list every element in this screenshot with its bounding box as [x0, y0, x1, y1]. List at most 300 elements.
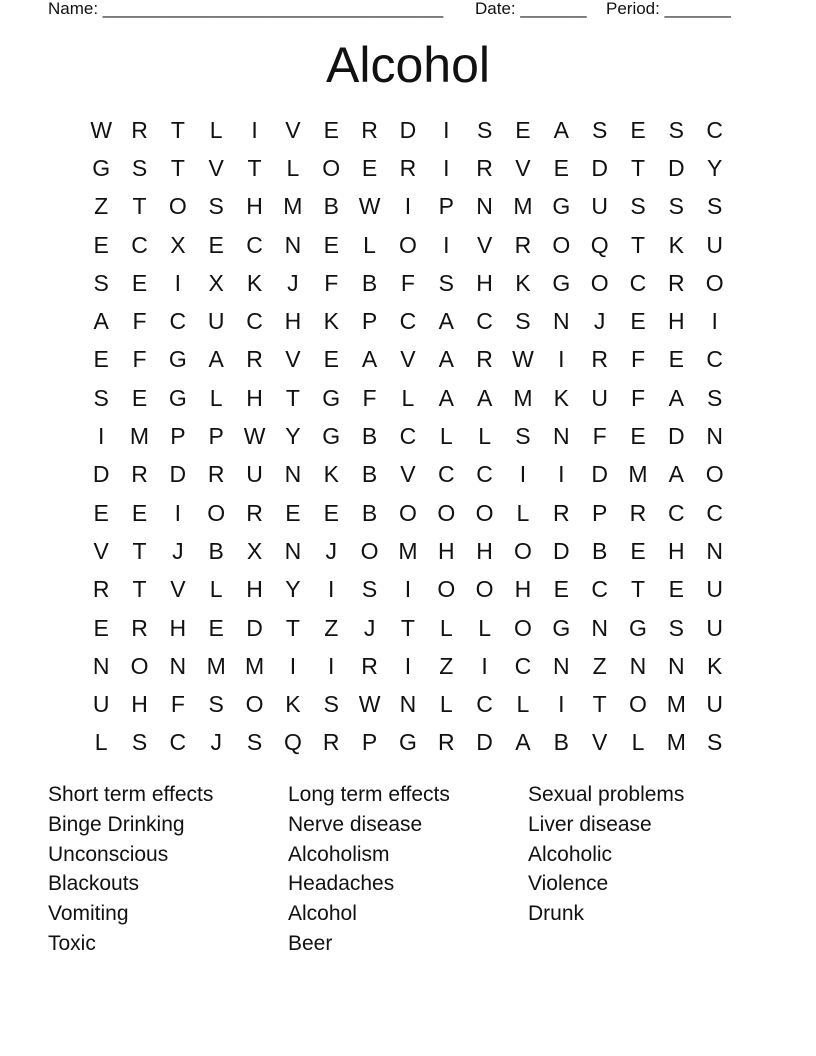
- grid-letter[interactable]: B: [553, 729, 569, 756]
- grid-letter[interactable]: K: [553, 384, 569, 411]
- grid-letter[interactable]: N: [169, 652, 187, 679]
- grid-letter[interactable]: L: [401, 384, 415, 411]
- grid-letter[interactable]: K: [285, 691, 301, 718]
- grid-letter[interactable]: D: [552, 537, 570, 564]
- grid-letter[interactable]: I: [443, 116, 450, 143]
- grid-letter[interactable]: Q: [590, 231, 609, 258]
- grid-letter[interactable]: O: [514, 614, 532, 641]
- grid-letter[interactable]: H: [284, 308, 302, 335]
- grid-letter[interactable]: E: [515, 116, 531, 143]
- grid-letter[interactable]: T: [400, 614, 415, 641]
- grid-letter[interactable]: O: [475, 576, 494, 603]
- grid-letter[interactable]: T: [132, 537, 147, 564]
- grid-letter[interactable]: H: [476, 269, 493, 296]
- grid-letter[interactable]: R: [399, 154, 417, 181]
- grid-letter[interactable]: H: [246, 576, 263, 603]
- grid-letter[interactable]: D: [591, 154, 608, 181]
- grid-letter[interactable]: C: [706, 346, 723, 373]
- grid-letter[interactable]: Y: [707, 154, 723, 181]
- grid-letter[interactable]: B: [361, 461, 378, 488]
- grid-letter[interactable]: H: [437, 537, 455, 564]
- grid-letter[interactable]: Z: [324, 614, 339, 641]
- grid-letter[interactable]: W: [90, 116, 113, 143]
- worksheet-header: [48, 0, 748, 20]
- grid-letter[interactable]: A: [668, 384, 684, 411]
- grid-letter[interactable]: E: [285, 499, 301, 526]
- date-field[interactable]: Date: _______: [475, 0, 587, 18]
- grid-letter[interactable]: S: [668, 193, 684, 220]
- grid-letter[interactable]: I: [404, 576, 412, 603]
- grid-letter[interactable]: M: [244, 652, 265, 679]
- grid-letter[interactable]: U: [706, 231, 723, 258]
- grid-letter[interactable]: F: [592, 423, 607, 450]
- grid-letter[interactable]: S: [361, 576, 378, 603]
- grid-letter[interactable]: C: [476, 691, 493, 718]
- grid-letter[interactable]: R: [552, 499, 570, 526]
- grid-letter[interactable]: V: [285, 346, 301, 373]
- grid-letter[interactable]: I: [97, 423, 105, 450]
- grid-letter[interactable]: G: [398, 729, 417, 756]
- grid-letter[interactable]: S: [93, 269, 109, 296]
- grid-letter[interactable]: H: [476, 537, 493, 564]
- grid-letter[interactable]: L: [363, 231, 376, 258]
- grid-letter[interactable]: X: [246, 537, 263, 564]
- grid-letter[interactable]: O: [475, 499, 494, 526]
- grid-letter[interactable]: V: [400, 346, 416, 373]
- grid-letter[interactable]: E: [323, 346, 339, 373]
- grid-letter[interactable]: P: [208, 423, 224, 450]
- grid-letter[interactable]: S: [707, 729, 723, 756]
- grid-letter[interactable]: T: [132, 576, 147, 603]
- grid-letter[interactable]: S: [668, 116, 684, 143]
- grid-letter[interactable]: S: [131, 154, 148, 181]
- grid-letter[interactable]: O: [398, 231, 417, 258]
- word-list-item: Alcohol: [288, 902, 357, 926]
- grid-letter[interactable]: U: [207, 308, 225, 335]
- grid-letter[interactable]: B: [361, 499, 378, 526]
- grid-letter[interactable]: L: [478, 423, 491, 450]
- grid-letter[interactable]: E: [553, 154, 569, 181]
- grid-letter[interactable]: T: [630, 231, 646, 258]
- grid-letter[interactable]: I: [711, 308, 718, 335]
- grid-letter[interactable]: K: [323, 461, 339, 488]
- grid-letter[interactable]: E: [323, 231, 339, 258]
- grid-letter[interactable]: I: [481, 652, 488, 679]
- grid-letter[interactable]: N: [706, 423, 723, 450]
- grid-letter[interactable]: C: [514, 652, 532, 679]
- grid-letter[interactable]: I: [443, 154, 450, 181]
- grid-letter[interactable]: C: [629, 269, 647, 296]
- grid-letter[interactable]: S: [131, 729, 148, 756]
- grid-letter[interactable]: N: [629, 652, 647, 679]
- grid-letter[interactable]: K: [668, 231, 684, 258]
- grid-letter[interactable]: C: [246, 231, 263, 258]
- grid-letter[interactable]: V: [400, 461, 416, 488]
- grid-letter[interactable]: N: [284, 461, 302, 488]
- grid-letter[interactable]: H: [246, 193, 263, 220]
- grid-letter[interactable]: P: [361, 308, 378, 335]
- grid-letter[interactable]: B: [323, 193, 339, 220]
- grid-letter[interactable]: A: [438, 384, 454, 411]
- grid-letter[interactable]: M: [666, 691, 686, 718]
- grid-letter[interactable]: D: [476, 729, 493, 756]
- grid-letter[interactable]: T: [170, 154, 185, 181]
- grid-letter[interactable]: P: [361, 729, 378, 756]
- grid-letter[interactable]: U: [92, 691, 110, 718]
- grid-letter[interactable]: A: [515, 729, 531, 756]
- grid-letter[interactable]: C: [668, 499, 685, 526]
- grid-letter[interactable]: R: [246, 346, 263, 373]
- grid-letter[interactable]: O: [207, 499, 226, 526]
- grid-letter[interactable]: B: [208, 537, 224, 564]
- grid-letter[interactable]: X: [170, 231, 186, 258]
- grid-letter[interactable]: I: [328, 576, 335, 603]
- grid-letter[interactable]: I: [404, 652, 412, 679]
- grid-letter[interactable]: J: [363, 614, 376, 641]
- grid-letter[interactable]: R: [437, 729, 455, 756]
- grid-letter[interactable]: R: [514, 231, 532, 258]
- grid-letter[interactable]: P: [438, 193, 454, 220]
- grid-letter[interactable]: R: [322, 729, 340, 756]
- grid-letter[interactable]: F: [324, 269, 339, 296]
- period-field[interactable]: Period: _______: [606, 0, 731, 18]
- grid-letter[interactable]: R: [131, 461, 148, 488]
- grid-letter[interactable]: I: [519, 461, 527, 488]
- grid-letter[interactable]: I: [558, 346, 565, 373]
- grid-letter[interactable]: M: [129, 423, 150, 450]
- grid-letter[interactable]: S: [591, 116, 608, 143]
- grid-letter[interactable]: D: [591, 461, 608, 488]
- grid-letter[interactable]: N: [399, 691, 417, 718]
- grid-letter[interactable]: T: [630, 154, 646, 181]
- grid-letter[interactable]: N: [552, 652, 570, 679]
- grid-letter[interactable]: B: [361, 423, 378, 450]
- grid-letter[interactable]: N: [668, 652, 685, 679]
- grid-letter[interactable]: G: [92, 154, 111, 181]
- grid-letter[interactable]: V: [208, 154, 224, 181]
- grid-letter[interactable]: O: [705, 269, 724, 296]
- grid-letter[interactable]: N: [92, 652, 110, 679]
- grid-letter[interactable]: S: [323, 691, 339, 718]
- grid-letter[interactable]: E: [553, 576, 569, 603]
- grid-letter[interactable]: O: [552, 231, 571, 258]
- grid-letter[interactable]: S: [208, 691, 224, 718]
- grid-letter[interactable]: I: [328, 652, 335, 679]
- grid-letter[interactable]: C: [169, 729, 187, 756]
- grid-letter[interactable]: R: [629, 499, 647, 526]
- grid-letter[interactable]: V: [476, 231, 493, 258]
- grid-letter[interactable]: H: [668, 537, 685, 564]
- grid-letter[interactable]: E: [668, 576, 684, 603]
- grid-letter[interactable]: G: [322, 423, 341, 450]
- grid-letter[interactable]: F: [400, 269, 415, 296]
- grid-letter[interactable]: H: [668, 308, 685, 335]
- grid-letter[interactable]: Z: [592, 652, 607, 679]
- grid-letter[interactable]: R: [476, 154, 493, 181]
- grid-letter[interactable]: E: [630, 537, 646, 564]
- grid-letter[interactable]: O: [130, 652, 149, 679]
- grid-letter[interactable]: E: [323, 499, 339, 526]
- word-search-grid: [82, 111, 734, 762]
- grid-letter[interactable]: G: [322, 384, 341, 411]
- grid-letter[interactable]: T: [592, 691, 607, 718]
- grid-letter[interactable]: R: [476, 346, 493, 373]
- grid-letter[interactable]: D: [246, 614, 263, 641]
- grid-letter[interactable]: E: [323, 116, 339, 143]
- grid-letter[interactable]: B: [361, 269, 378, 296]
- grid-letter[interactable]: E: [93, 231, 109, 258]
- grid-letter[interactable]: A: [208, 346, 224, 373]
- grid-letter[interactable]: K: [515, 269, 531, 296]
- grid-letter[interactable]: H: [169, 614, 187, 641]
- grid-letter[interactable]: W: [512, 346, 534, 373]
- grid-letter[interactable]: D: [92, 461, 110, 488]
- word-list-item: Blackouts: [48, 872, 140, 896]
- grid-letter[interactable]: O: [705, 461, 724, 488]
- grid-letter[interactable]: I: [251, 116, 258, 143]
- grid-letter[interactable]: O: [168, 193, 187, 220]
- grid-letter[interactable]: E: [131, 384, 148, 411]
- grid-letter[interactable]: T: [132, 193, 147, 220]
- grid-letter[interactable]: J: [593, 308, 606, 335]
- grid-letter[interactable]: S: [630, 193, 646, 220]
- grid-letter[interactable]: O: [437, 499, 456, 526]
- grid-letter[interactable]: E: [208, 614, 224, 641]
- grid-letter[interactable]: K: [707, 652, 723, 679]
- grid-letter[interactable]: E: [93, 346, 109, 373]
- name-field[interactable]: Name: ____________________________________: [48, 0, 444, 18]
- grid-letter[interactable]: V: [515, 154, 531, 181]
- grid-letter[interactable]: I: [558, 461, 565, 488]
- grid-letter[interactable]: F: [170, 691, 185, 718]
- grid-letter[interactable]: W: [358, 691, 381, 718]
- grid-letter[interactable]: D: [668, 423, 685, 450]
- grid-letter[interactable]: C: [399, 423, 417, 450]
- grid-letter[interactable]: C: [131, 231, 148, 258]
- grid-letter[interactable]: R: [591, 346, 608, 373]
- grid-letter[interactable]: N: [284, 231, 302, 258]
- grid-letter[interactable]: Z: [439, 652, 454, 679]
- grid-letter[interactable]: C: [476, 461, 493, 488]
- grid-letter[interactable]: E: [630, 308, 646, 335]
- grid-letter[interactable]: E: [630, 423, 646, 450]
- grid-letter[interactable]: U: [706, 691, 723, 718]
- grid-letter[interactable]: B: [591, 537, 608, 564]
- page-title: Alcohol: [326, 37, 490, 93]
- grid-letter[interactable]: L: [631, 729, 645, 756]
- grid-letter[interactable]: S: [246, 729, 263, 756]
- grid-letter[interactable]: I: [404, 193, 412, 220]
- grid-letter[interactable]: G: [552, 193, 571, 220]
- grid-letter[interactable]: E: [361, 154, 378, 181]
- grid-letter[interactable]: I: [558, 691, 565, 718]
- grid-letter[interactable]: L: [516, 691, 530, 718]
- grid-letter[interactable]: N: [476, 193, 493, 220]
- grid-letter[interactable]: L: [478, 614, 491, 641]
- grid-letter[interactable]: N: [706, 537, 723, 564]
- grid-letter[interactable]: A: [553, 116, 569, 143]
- grid-letter[interactable]: V: [591, 729, 608, 756]
- grid-letter[interactable]: O: [398, 499, 417, 526]
- grid-letter[interactable]: J: [287, 269, 299, 296]
- grid-letter[interactable]: S: [707, 384, 723, 411]
- grid-letter[interactable]: E: [93, 614, 109, 641]
- grid-letter[interactable]: C: [169, 308, 187, 335]
- grid-letter[interactable]: F: [630, 346, 646, 373]
- grid-letter[interactable]: N: [552, 423, 570, 450]
- grid-letter[interactable]: P: [170, 423, 186, 450]
- grid-letter[interactable]: A: [361, 346, 378, 373]
- grid-letter[interactable]: Q: [283, 729, 302, 756]
- grid-letter[interactable]: V: [285, 116, 301, 143]
- grid-letter[interactable]: I: [289, 652, 297, 679]
- grid-letter[interactable]: C: [399, 308, 417, 335]
- grid-letter[interactable]: G: [168, 346, 187, 373]
- grid-letter[interactable]: J: [172, 537, 184, 564]
- grid-letter[interactable]: L: [286, 154, 300, 181]
- grid-letter[interactable]: U: [706, 576, 723, 603]
- grid-letter[interactable]: O: [322, 154, 341, 181]
- grid-letter[interactable]: N: [284, 537, 302, 564]
- grid-letter[interactable]: M: [513, 193, 533, 220]
- grid-letter[interactable]: M: [628, 461, 648, 488]
- grid-letter[interactable]: F: [362, 384, 377, 411]
- grid-letter[interactable]: P: [591, 499, 608, 526]
- grid-letter[interactable]: S: [476, 116, 493, 143]
- grid-letter[interactable]: E: [131, 499, 148, 526]
- grid-letter[interactable]: H: [131, 691, 148, 718]
- grid-letter[interactable]: I: [443, 231, 450, 258]
- grid-letter[interactable]: W: [243, 423, 266, 450]
- grid-letter[interactable]: K: [323, 308, 339, 335]
- grid-letter[interactable]: L: [439, 691, 453, 718]
- grid-letter[interactable]: D: [169, 461, 187, 488]
- grid-letter[interactable]: I: [174, 269, 182, 296]
- grid-letter[interactable]: C: [476, 308, 493, 335]
- grid-letter[interactable]: S: [208, 193, 224, 220]
- grid-letter[interactable]: O: [360, 537, 379, 564]
- grid-letter[interactable]: O: [514, 537, 532, 564]
- grid-letter[interactable]: T: [285, 614, 300, 641]
- grid-letter[interactable]: D: [668, 154, 685, 181]
- grid-letter[interactable]: U: [591, 193, 608, 220]
- grid-letter[interactable]: R: [246, 499, 263, 526]
- grid-letter[interactable]: R: [207, 461, 225, 488]
- grid-letter[interactable]: C: [246, 308, 263, 335]
- grid-letter[interactable]: F: [630, 384, 646, 411]
- grid-letter[interactable]: T: [247, 154, 262, 181]
- grid-letter[interactable]: T: [285, 384, 300, 411]
- grid-letter[interactable]: A: [93, 308, 109, 335]
- grid-letter[interactable]: L: [439, 423, 453, 450]
- grid-letter[interactable]: E: [131, 269, 148, 296]
- grid-letter[interactable]: R: [668, 269, 685, 296]
- grid-letter[interactable]: A: [476, 384, 493, 411]
- grid-letter[interactable]: L: [439, 614, 453, 641]
- grid-letter[interactable]: M: [513, 384, 533, 411]
- grid-letter[interactable]: S: [515, 308, 531, 335]
- word-list-item: Vomiting: [48, 902, 129, 926]
- grid-letter[interactable]: W: [358, 193, 381, 220]
- grid-letter[interactable]: R: [131, 116, 148, 143]
- grid-letter[interactable]: M: [283, 193, 303, 220]
- grid-letter[interactable]: C: [706, 116, 723, 143]
- grid-letter[interactable]: L: [209, 576, 223, 603]
- grid-letter[interactable]: G: [629, 614, 647, 641]
- grid-letter[interactable]: R: [92, 576, 110, 603]
- grid-letter[interactable]: N: [591, 614, 608, 641]
- grid-letter[interactable]: E: [668, 346, 684, 373]
- grid-letter[interactable]: Y: [285, 576, 301, 603]
- grid-letter[interactable]: S: [707, 193, 723, 220]
- grid-letter[interactable]: V: [170, 576, 186, 603]
- grid-letter[interactable]: A: [668, 461, 684, 488]
- grid-letter[interactable]: U: [591, 384, 608, 411]
- grid-letter[interactable]: R: [131, 614, 148, 641]
- grid-letter[interactable]: C: [591, 576, 608, 603]
- grid-letter[interactable]: G: [552, 614, 571, 641]
- grid-letter[interactable]: H: [246, 384, 263, 411]
- grid-letter[interactable]: L: [516, 499, 530, 526]
- grid-letter[interactable]: J: [210, 729, 222, 756]
- grid-letter[interactable]: S: [668, 614, 684, 641]
- grid-letter[interactable]: V: [93, 537, 109, 564]
- grid-letter[interactable]: M: [398, 537, 418, 564]
- grid-letter[interactable]: L: [209, 384, 223, 411]
- grid-letter[interactable]: I: [174, 499, 182, 526]
- grid-letter[interactable]: Y: [285, 423, 301, 450]
- grid-letter[interactable]: J: [325, 537, 337, 564]
- grid-letter[interactable]: A: [438, 346, 454, 373]
- grid-letter[interactable]: S: [438, 269, 454, 296]
- grid-letter[interactable]: G: [168, 384, 187, 411]
- grid-letter[interactable]: C: [706, 499, 723, 526]
- grid-letter[interactable]: U: [706, 614, 723, 641]
- grid-letter[interactable]: O: [245, 691, 264, 718]
- grid-letter[interactable]: D: [399, 116, 417, 143]
- grid-letter[interactable]: A: [438, 308, 454, 335]
- grid-letter[interactable]: G: [552, 269, 571, 296]
- grid-letter[interactable]: F: [132, 346, 147, 373]
- grid-letter[interactable]: S: [93, 384, 109, 411]
- grid-letter[interactable]: Z: [94, 193, 109, 220]
- grid-letter[interactable]: K: [246, 269, 263, 296]
- grid-letter[interactable]: X: [208, 269, 224, 296]
- grid-letter[interactable]: L: [209, 116, 223, 143]
- grid-letter[interactable]: H: [514, 576, 532, 603]
- grid-letter[interactable]: O: [437, 576, 456, 603]
- grid-letter[interactable]: E: [93, 499, 109, 526]
- grid-letter[interactable]: T: [630, 576, 646, 603]
- grid-letter[interactable]: O: [629, 691, 647, 718]
- grid-letter[interactable]: O: [590, 269, 609, 296]
- grid-letter[interactable]: L: [94, 729, 108, 756]
- grid-letter[interactable]: F: [132, 308, 147, 335]
- grid-letter[interactable]: M: [666, 729, 686, 756]
- grid-letter[interactable]: R: [361, 652, 378, 679]
- grid-letter[interactable]: E: [208, 231, 224, 258]
- grid-letter[interactable]: U: [246, 461, 263, 488]
- word-list-item: Drunk: [528, 902, 585, 926]
- grid-letter[interactable]: T: [170, 116, 185, 143]
- grid-letter[interactable]: S: [515, 423, 531, 450]
- word-list-item: Violence: [528, 872, 609, 896]
- grid-letter[interactable]: C: [437, 461, 455, 488]
- grid-letter[interactable]: R: [361, 116, 378, 143]
- grid-letter[interactable]: E: [630, 116, 646, 143]
- grid-letter[interactable]: M: [206, 652, 226, 679]
- grid-letter[interactable]: N: [552, 308, 570, 335]
